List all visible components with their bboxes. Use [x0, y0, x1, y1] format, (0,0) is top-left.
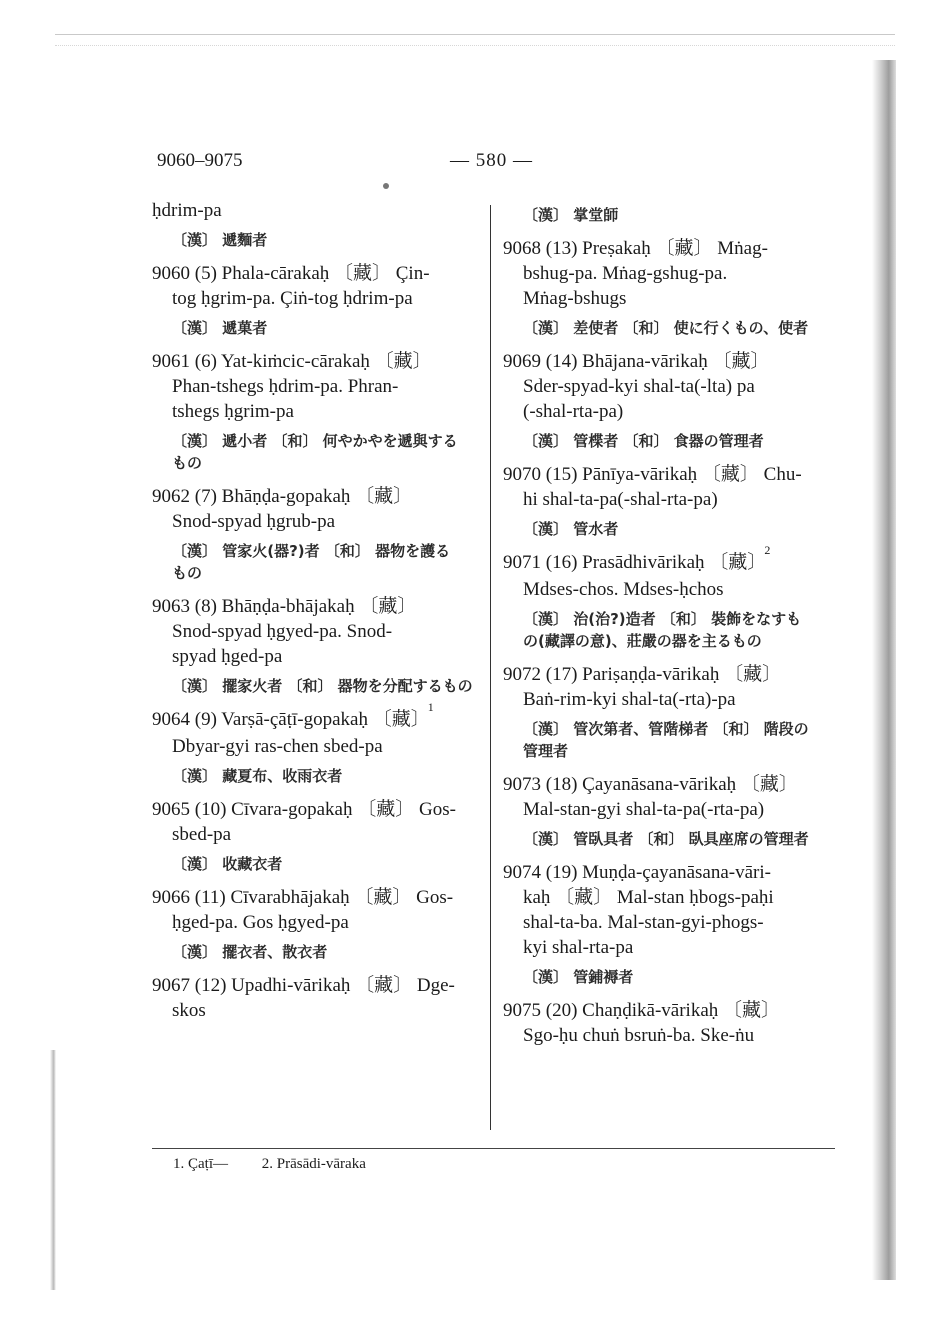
dictionary-entry: [152, 973, 487, 1023]
chinese-japanese-gloss: もの: [172, 564, 203, 582]
dictionary-entry: [152, 198, 487, 251]
footnotes: [173, 1156, 396, 1173]
entry-line: tshegs ḥgrim-pa: [172, 401, 294, 422]
entry-line: Phan-tshegs ḥdrim-pa. Phran-: [172, 376, 399, 397]
dictionary-entry: [503, 543, 835, 652]
dictionary-entry: [503, 204, 835, 226]
chinese-japanese-gloss: 〔漢〕 收藏衣者: [172, 855, 283, 873]
chinese-japanese-gloss: 〔漢〕 藏夏布、收雨衣者: [172, 767, 343, 785]
chinese-japanese-gloss: 〔漢〕 差使者 〔和〕 使に行くもの、使者: [523, 319, 809, 337]
page-number: — 580 —: [450, 150, 533, 171]
entry-line: Mal-stan-gyi shal-ta-pa(-rta-pa): [523, 799, 765, 820]
entry-line: Sder-spyad-kyi shal-ta(-lta) pa: [523, 376, 755, 397]
chinese-japanese-gloss: 〔漢〕 管鋪褥者: [523, 968, 634, 986]
entry-line: (-shal-rta-pa): [523, 401, 624, 422]
entry-headline: 9066 (11) Cīvarabhājakaḥ 〔藏〕 Gos-: [152, 887, 454, 908]
entry-line: Snod-spyad ḥgrub-pa: [172, 511, 336, 532]
chinese-japanese-gloss: 〔漢〕 掌堂師: [523, 206, 619, 224]
chinese-japanese-gloss: 〔漢〕 遞麵者: [172, 231, 268, 249]
chinese-japanese-gloss: 管理者: [523, 742, 569, 760]
scan-edge-right: [872, 60, 896, 1280]
footnote-1: 1. Çaṭī—: [173, 1156, 228, 1172]
entry-line: sbed-pa: [172, 824, 232, 845]
entry-headline: 9074 (19) Muṇḍa-çayanāsana-vāri-: [503, 862, 771, 883]
entry-line: spyad ḥged-pa: [172, 646, 283, 667]
dictionary-entry: [152, 484, 487, 584]
entry-headline: 9060 (5) Phala-cārakaḥ 〔藏〕 Çin-: [152, 263, 430, 284]
entry-line: tog ḥgrim-pa. Çiṅ-tog ḥdrim-pa: [172, 288, 413, 309]
dictionary-entry: [152, 594, 487, 697]
dictionary-entry: [152, 700, 487, 787]
entry-headline: 9070 (15) Pānīya-vārikaḥ 〔藏〕 Chu-: [503, 464, 802, 485]
entry-headline: 9063 (8) Bhāṇḍa-bhājakaḥ 〔藏〕: [152, 596, 417, 617]
entry-line: hi shal-ta-pa(-shal-rta-pa): [523, 489, 718, 510]
entry-line: Mdses-chos. Mdses-ḥchos: [523, 579, 724, 600]
footnote-rule: [152, 1148, 835, 1149]
dictionary-entry: [503, 462, 835, 540]
left-column: [152, 198, 487, 1033]
entry-headline: 9069 (14) Bhājana-vārikaḥ 〔藏〕: [503, 351, 770, 372]
entry-line: Snod-spyad ḥgyed-pa. Snod-: [172, 621, 393, 642]
chinese-japanese-gloss: 〔漢〕 管楪者 〔和〕 食器の管理者: [523, 432, 764, 450]
entry-line: kyi shal-rta-pa: [523, 937, 634, 958]
scan-edge-top: [55, 34, 895, 46]
entry-headline: 9064 (9) Varṣā-çāṭī-gopakaḥ 〔藏〕$^1$: [152, 700, 434, 730]
dictionary-entry: [152, 885, 487, 963]
entry-headline: 9067 (12) Upadhi-vārikaḥ 〔藏〕 Dge-: [152, 975, 455, 996]
entry-headline: 9073 (18) Çayanāsana-vārikaḥ 〔藏〕: [503, 774, 798, 795]
entry-headline: 9065 (10) Cīvara-gopakaḥ 〔藏〕 Gos-: [152, 799, 456, 820]
chinese-japanese-gloss: 〔漢〕 治(治?)造者 〔和〕 裝飾をなすも: [523, 610, 802, 628]
entry-headline: ḥdrim-pa: [152, 200, 222, 221]
chinese-japanese-gloss: 〔漢〕 遞菓者: [172, 319, 268, 337]
entry-headline: 9075 (20) Chaṇḍikā-vārikaḥ 〔藏〕: [503, 1000, 781, 1021]
entry-line: kaḥ 〔藏〕 Mal-stan ḥbogs-paḥi: [523, 887, 774, 908]
dictionary-entry: [152, 261, 487, 339]
chinese-japanese-gloss: もの: [172, 454, 203, 472]
chinese-japanese-gloss: 〔漢〕 擺衣者、散衣者: [172, 943, 328, 961]
dictionary-entry: [152, 797, 487, 875]
entry-line: bshug-pa. Mṅag-gshug-pa.: [523, 263, 728, 284]
dictionary-entry: [152, 349, 487, 474]
entry-line: shal-ta-ba. Mal-stan-gyi-phogs-: [523, 912, 764, 933]
dictionary-entry: [503, 236, 835, 339]
dictionary-entry: [503, 349, 835, 452]
dictionary-entry: [503, 860, 835, 988]
scan-edge-left: [50, 1050, 56, 1290]
footnote-marker: 1: [427, 700, 434, 714]
entry-line: Mṅag-bshugs: [523, 288, 627, 309]
dictionary-entry: [503, 998, 835, 1048]
chinese-japanese-gloss: 〔漢〕 管水者: [523, 520, 619, 538]
entry-line: Baṅ-rim-kyi shal-ta(-rta)-pa: [523, 689, 736, 710]
footnote-2: 2. Prāsādi-vāraka: [261, 1156, 366, 1172]
chinese-japanese-gloss: 〔漢〕 管次第者、管階梯者 〔和〕 階段の: [523, 720, 809, 738]
ink-dot: [383, 183, 389, 189]
dictionary-entry: [503, 662, 835, 762]
entry-headline: 9062 (7) Bhāṇḍa-gopakaḥ 〔藏〕: [152, 486, 413, 507]
chinese-japanese-gloss: 〔漢〕 擺家火者 〔和〕 器物を分配するもの: [172, 677, 473, 695]
entry-line: skos: [172, 1000, 206, 1021]
right-column: [503, 198, 835, 1058]
chinese-japanese-gloss: の(藏譯の意)、莊嚴の器を主るもの: [523, 632, 762, 650]
entry-line: Dbyar-gyi ras-chen sbed-pa: [172, 736, 383, 757]
dictionary-entry: [503, 772, 835, 850]
footnote-marker: 2: [764, 543, 771, 557]
entry-line: ḥged-pa. Gos ḥgyed-pa: [172, 912, 349, 933]
column-divider: [490, 205, 491, 1130]
chinese-japanese-gloss: 〔漢〕 管家火(器?)者 〔和〕 器物を護る: [172, 542, 451, 560]
entry-headline: 9061 (6) Yat-kiṁcic-cārakaḥ 〔藏〕: [152, 351, 432, 372]
entry-headline: 9071 (16) Prasādhivārikaḥ 〔藏〕$^2$: [503, 543, 771, 573]
entry-headline: 9072 (17) Pariṣaṇḍa-vārikaḥ 〔藏〕: [503, 664, 782, 685]
chinese-japanese-gloss: 〔漢〕 管臥具者 〔和〕 臥具座席の管理者: [523, 830, 809, 848]
running-head-range: 9060–9075: [157, 150, 243, 171]
entry-line: Sgo-ḥu chuṅ bsruṅ-ba. Ske-ṅu: [523, 1025, 755, 1046]
entry-headline: 9068 (13) Preṣakaḥ 〔藏〕 Mṅag-: [503, 238, 768, 259]
chinese-japanese-gloss: 〔漢〕 遞小者 〔和〕 何やかやを遞與する: [172, 432, 458, 450]
